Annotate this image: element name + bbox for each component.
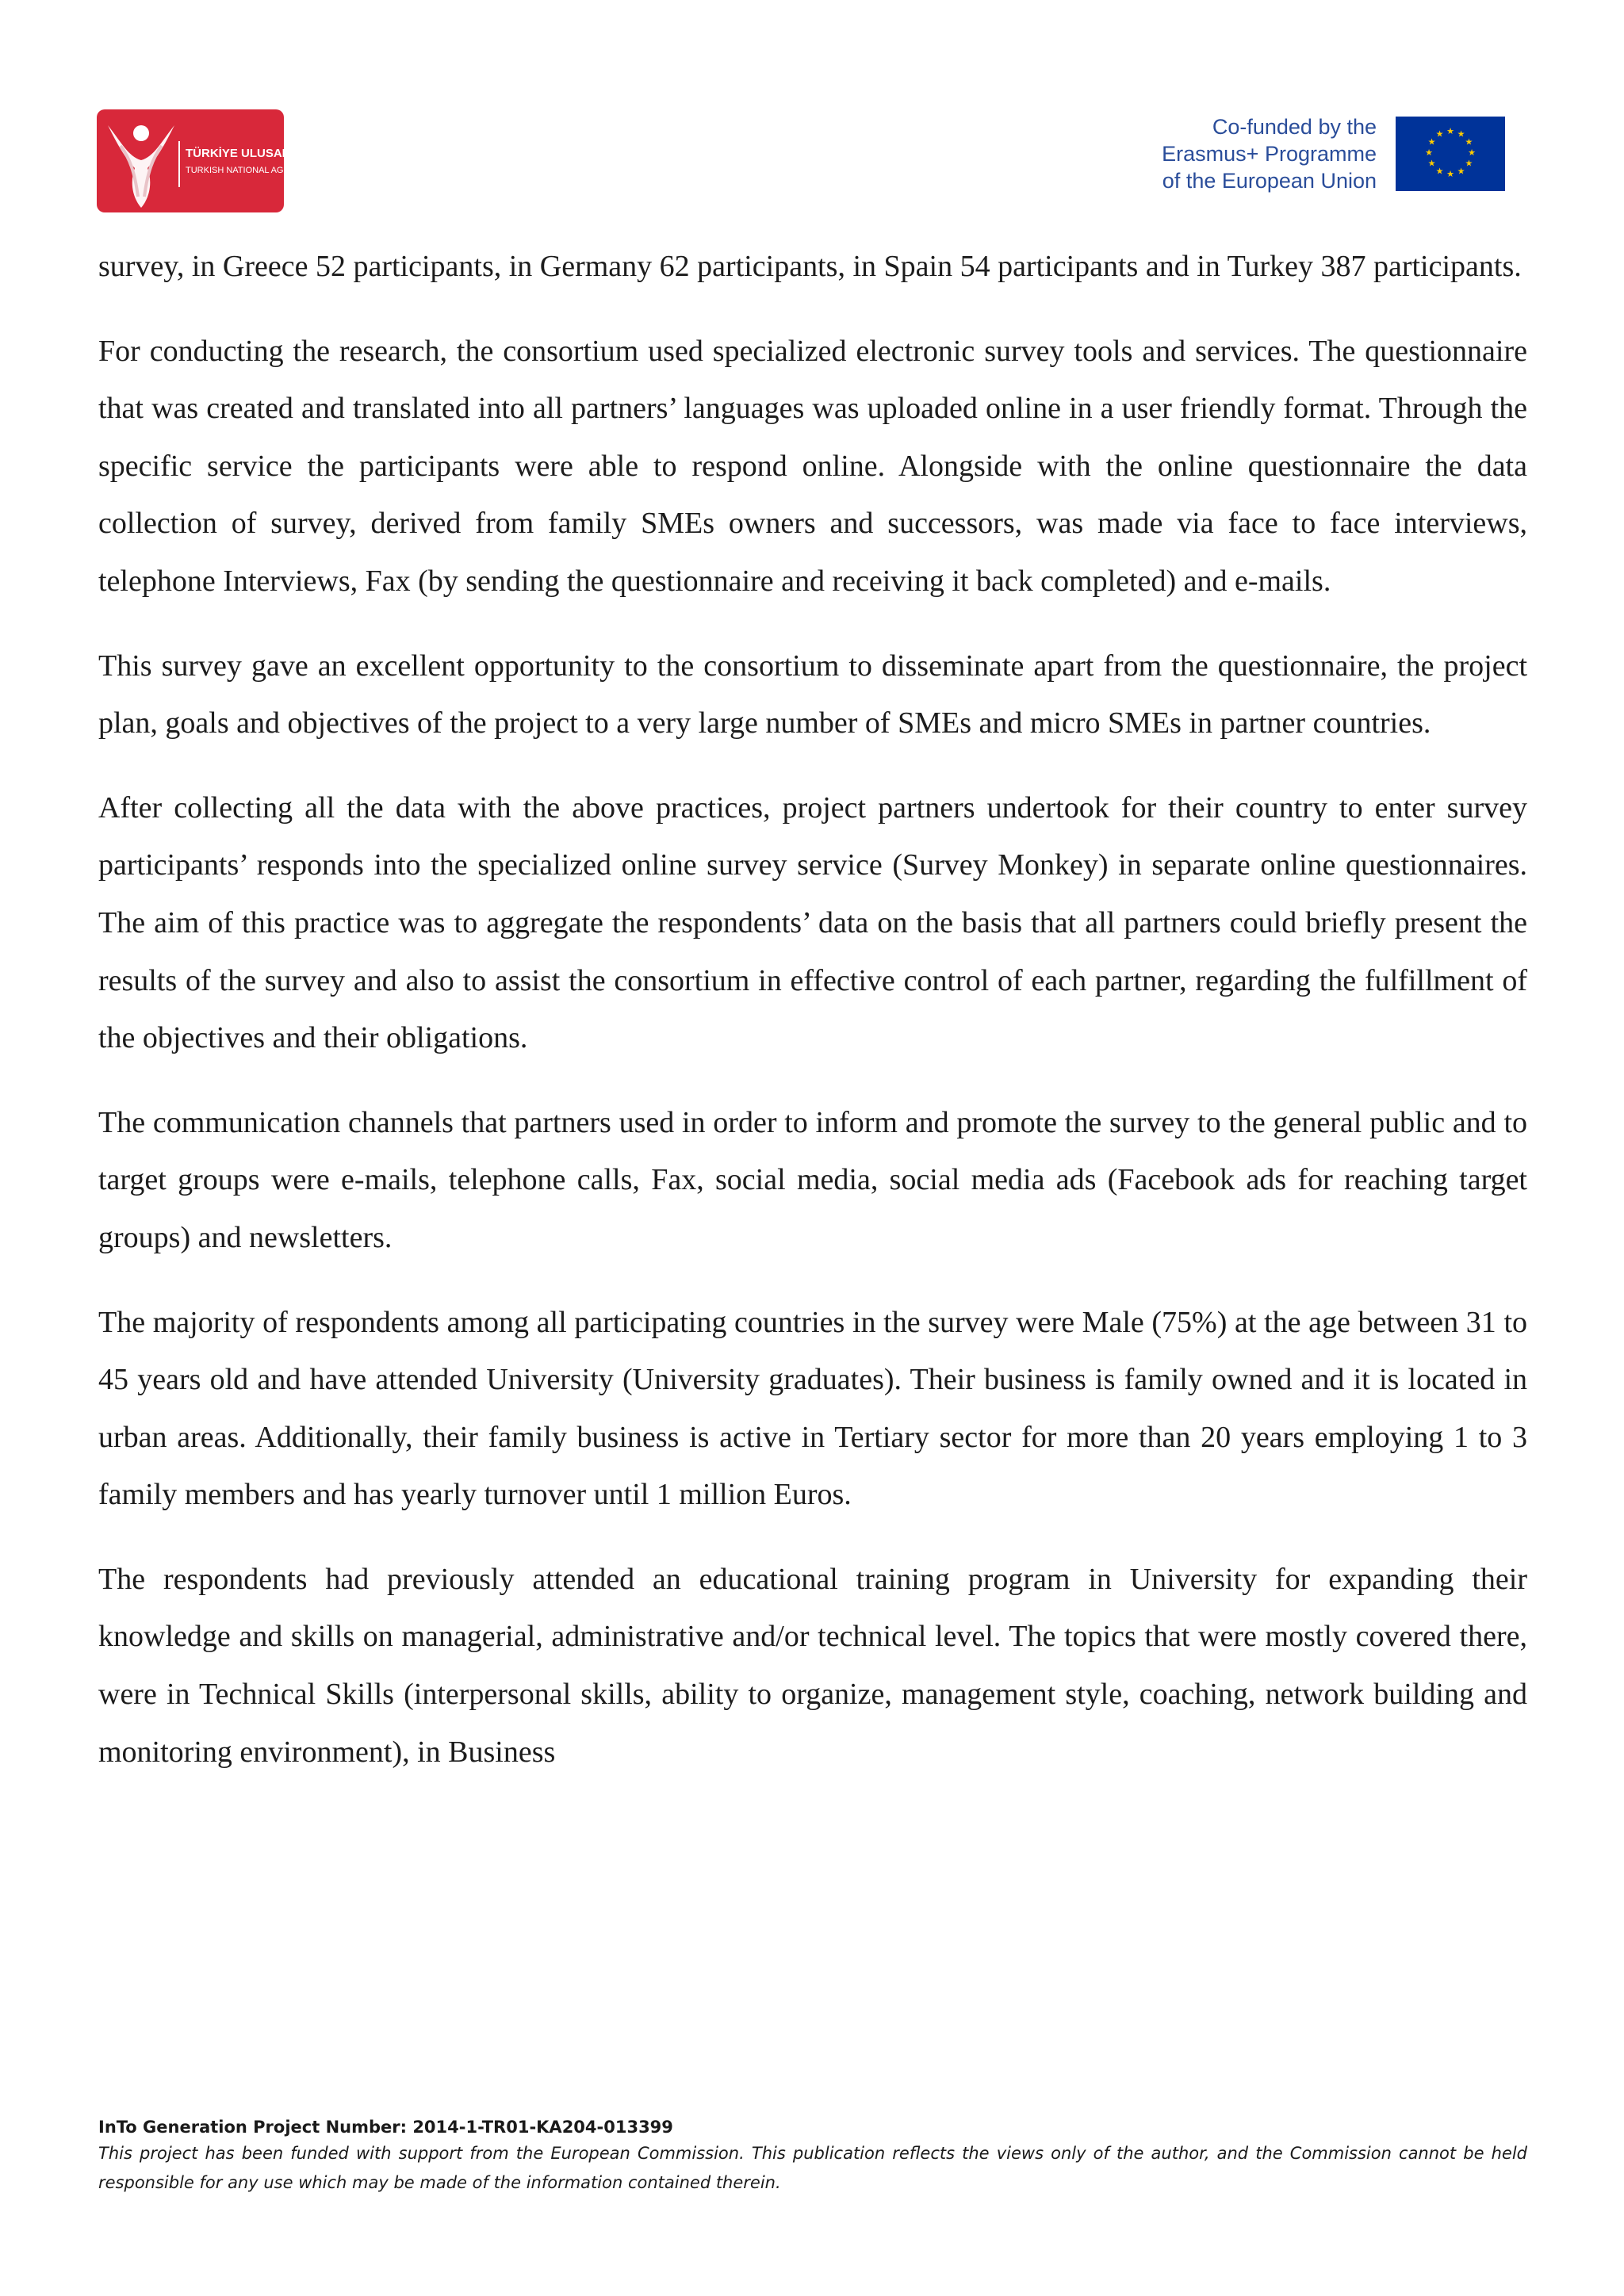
svg-text:★: ★: [1446, 169, 1454, 179]
page-header: [0, 0, 1624, 230]
body-paragraph-3: This survey gave an excellent opportunity to the consortium to disseminate apart from the questionnaire, the project plan, goals and objectives of the project to a very large number of SMEs and micro SMEs in partner countries.: [98, 649, 1527, 740]
svg-text:★: ★: [1457, 128, 1465, 140]
body-paragraph-1: survey, in Greece 52 participants, in Germany 62 participants, in Spain 54 participants and in Turkey 387 participants.: [98, 250, 1522, 283]
svg-text:★: ★: [1427, 136, 1436, 147]
svg-text:★: ★: [1465, 136, 1473, 147]
project-number: InTo Generation Project Number: 2014-1-TR01-KA204-013399: [98, 2118, 673, 2137]
eu-cofunding-text: [1162, 113, 1377, 194]
funding-disclaimer: This project has been funded with support from the European Commission. This publication reflects the views only of the author, and the Commission cannot be held responsible for any use which may be made of the information contained therein.: [98, 2144, 1527, 2192]
page-footer: [98, 2115, 1527, 2198]
eu-text-line-2: Erasmus+ Programme: [1162, 142, 1377, 166]
svg-text:★: ★: [1465, 158, 1473, 169]
eu-cofunding-badge: [1162, 114, 1505, 193]
body-paragraph-7: The respondents had previously attended an educational training program in University for expanding their knowledge and skills on managerial, administrative and/or technical level. The topics that were mostly covered there, were in Technical Skills (interpersonal skills, ability to organize, management style, coaching, network building and monitoring environment), in Business: [98, 1562, 1527, 1769]
svg-text:★: ★: [1425, 147, 1433, 158]
svg-text:TURKISH NATIONAL AGENCY: TURKISH NATIONAL AGENCY: [186, 166, 308, 175]
svg-text:★: ★: [1435, 128, 1444, 140]
eu-text-line-1: Co-funded by the: [1212, 115, 1377, 139]
svg-text:★: ★: [1446, 126, 1454, 136]
body-paragraph-6: The majority of respondents among all participating countries in the survey were Male (75%) at the age between 31 to 45 years old and have attended University (University graduates). Their business is family owned and it is located in urban areas. Additionally, their family business is active in Tertiary sector for more than 20 years employing 1 to 3 family members and has yearly turnover until 1 million Euros.: [98, 1305, 1527, 1512]
svg-text:TÜRKİYE ULUSAL AJANSI: TÜRKİYE ULUSAL AJANSI: [186, 147, 336, 160]
turkish-national-agency-emblem: [97, 109, 336, 212]
body-paragraph-5: The communication channels that partners used in order to inform and promote the survey to the general public and to target groups were e-mails, telephone calls, Fax, social media, social media ads (Facebook ads for reaching target groups) and newsletters.: [98, 1105, 1527, 1254]
svg-text:★: ★: [1427, 158, 1436, 169]
turkish-national-agency-logo: [97, 109, 336, 212]
body-paragraph-4: After collecting all the data with the above practices, project partners undertook for their country to enter survey participants’ responds into the specialized online survey service (Survey Monkey) in separate online questionnaires. The aim of this practice was to aggregate the respondents’ data on the basis that all partners could briefly present the results of the survey and also to assist the consortium in effective control of each partner, regarding the fulfillment of the objectives and their obligations.: [98, 790, 1527, 1055]
svg-text:★: ★: [1468, 147, 1476, 158]
eu-text-line-3: of the European Union: [1162, 169, 1377, 193]
svg-text:★: ★: [1457, 166, 1465, 177]
document-body: [98, 238, 1527, 1808]
body-paragraph-2: For conducting the research, the consortium used specialized electronic survey tools and services. The questionnaire that was created and translated into all partners’ languages was uploaded online in a user friendly format. Through the specific service the participants were able to respond online. Alongside with the online questionnaire the data collection of survey, derived from family SMEs owners and successors, was made via face to face interviews, telephone Interviews, Fax (by sending the questionnaire and receiving it back completed) and e-mails.: [98, 334, 1527, 598]
eu-flag-icon: [1396, 117, 1505, 191]
svg-text:★: ★: [1435, 166, 1444, 177]
